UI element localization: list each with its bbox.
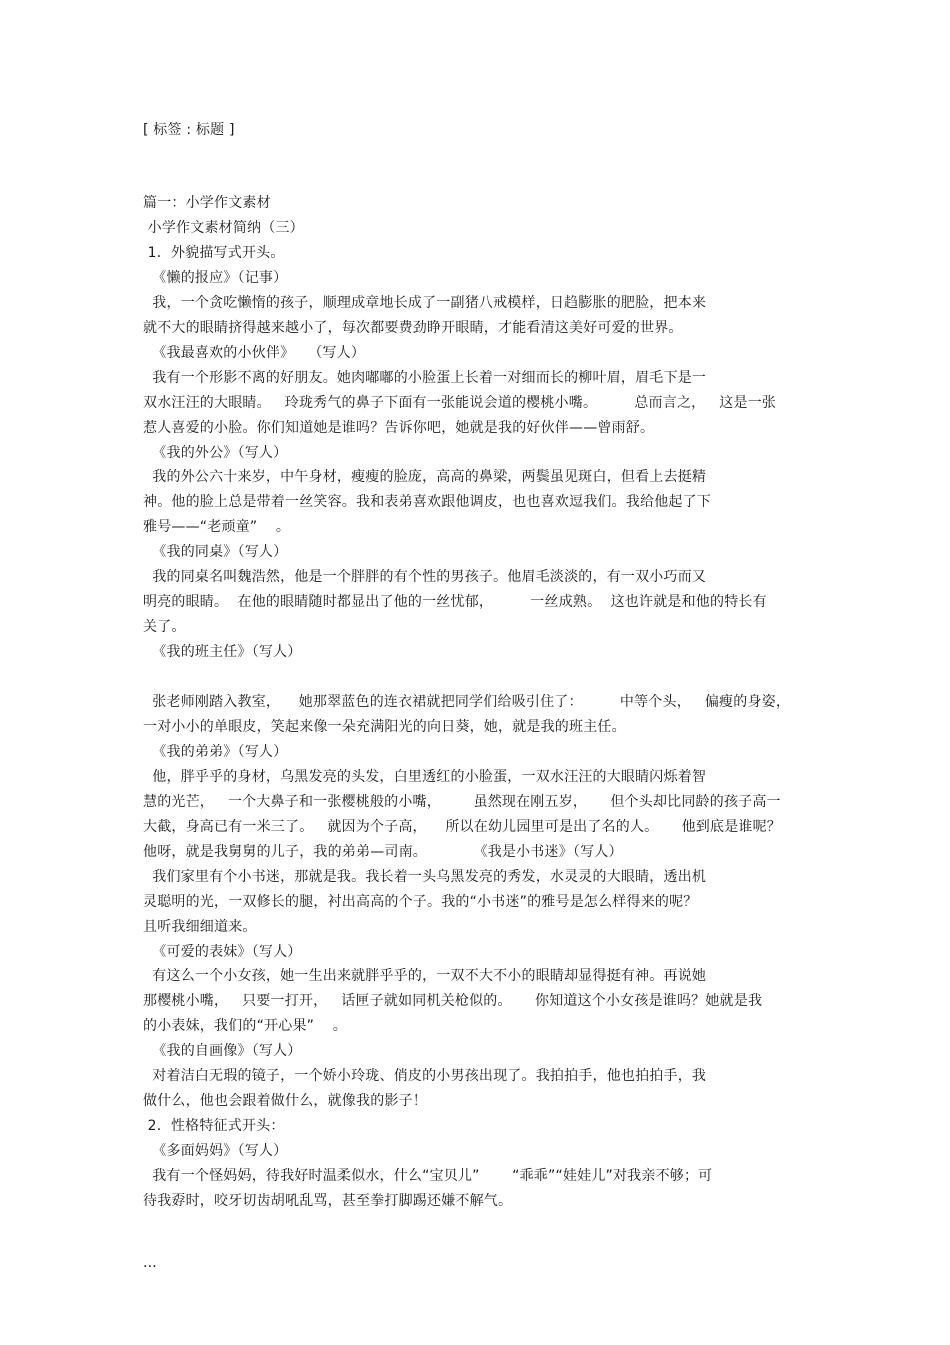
text-line: 《我的班主任》（写人）: [143, 644, 302, 660]
text-line: 有这么一个小女孩，她一生出来就胖乎乎的，一双不大不小的眼睛却显得挺有神。再说她: [143, 968, 707, 984]
text-line: 我有一个形影不离的好朋友。她肉嘟嘟的小脸蛋上长着一对细而长的柳叶眉，眉毛下是一: [143, 370, 707, 386]
text-line: 双水汪汪的大眼睛。 玲珑秀气的鼻子下面有一张能说会道的樱桃小嘴。 总而言之， 这是一张: [143, 395, 777, 411]
text-line: 大截，身高已有一米三了。 就因为个子高， 所以在幼儿园里可是出了名的人。 他到底是谁呢？: [143, 819, 781, 835]
text-line: 篇一：小学作文素材: [143, 195, 271, 211]
text-line: 我，一个贪吃懒惰的孩子，顺理成章地长成了一副猪八戒模样，日趋膨胀的肥脸，把本来: [143, 295, 707, 311]
text-line: 《可爱的表妹》（写人）: [143, 944, 302, 960]
text-line: 惹人喜爱的小脸。你们知道她是谁吗？告诉你吧，她就是我的好伙伴——曾雨舒。: [143, 420, 655, 436]
text-line: 《我的自画像》（写人）: [143, 1043, 302, 1059]
text-line: 明亮的眼睛。 在他的眼睛随时都显出了他的一丝忧郁， 一丝成熟。 这也许就是和他的特长有: [143, 594, 767, 610]
text-line: 2．性格特征式开头：: [143, 1118, 285, 1134]
text-line: 那樱桃小嘴， 只要一打开， 话匣子就如同机关枪似的。 你知道这个小女孩是谁吗？她就是我: [143, 993, 763, 1009]
text-line: 待我孬时，咬牙切齿胡吼乱骂，甚至拳打脚踢还嫌不解气。: [143, 1193, 513, 1209]
text-line: 他，胖乎乎的身材，乌黑发亮的头发，白里透红的小脸蛋，一双水汪汪的大眼睛闪烁着智: [143, 769, 707, 785]
text-line: 灵聪明的光，一双修长的腿，衬出高高的个子。我的“小书迷”的雅号是怎么样得来的呢？: [143, 894, 698, 910]
ellipsis: ...: [143, 1255, 157, 1271]
text-line: 我的外公六十来岁，中午身材，瘦瘦的脸庞，高高的鼻梁，两鬓虽见斑白，但看上去挺精: [143, 469, 707, 485]
text-line: 我们家里有个小书迷，那就是我。我长着一头乌黑发亮的秀发，水灵灵的大眼睛，透出机: [143, 869, 707, 885]
text-line: 的小表妹，我们的“开心果” 。: [143, 1018, 347, 1034]
text-line: 我有一个怪妈妈，待我好时温柔似水，什么“宝贝儿” “乖乖”“娃娃儿”对我亲不够；可: [143, 1168, 713, 1184]
text-line: 《多面妈妈》（写人）: [143, 1143, 288, 1159]
text-line: 我的同桌名叫魏浩然，他是一个胖胖的有个性的男孩子。他眉毛淡淡的，有一双小巧而又: [143, 569, 707, 585]
text-line: 对着洁白无瑕的镜子，一个娇小玲珑、俏皮的小男孩出现了。我拍拍手，他也拍拍手，我: [143, 1068, 707, 1084]
text-line: 关了。: [143, 619, 186, 635]
text-line: 《我的弟弟》（写人）: [143, 744, 288, 760]
text-line: 做什么，他也会跟着做什么，就像我的影子！: [143, 1093, 427, 1109]
text-line: 小学作文素材简纳（三）: [143, 220, 304, 236]
text-line: 神。他的脸上总是带着一丝笑容。我和表弟喜欢跟他调皮，也也喜欢逗我们。我给他起了下: [143, 494, 711, 510]
text-line: 《我最喜欢的小伙伴》 （写人）: [143, 345, 366, 361]
text-line: 就不大的眼睛挤得越来越小了，每次都要费劲睁开眼睛，才能看清这美好可爱的世界。: [143, 320, 683, 336]
text-line: 雅号——“老顽童” 。: [143, 519, 291, 535]
tag-line: [ 标签 : 标题 ]: [143, 122, 235, 138]
text-line: 《我的外公》（写人）: [143, 445, 288, 461]
text-line: 慧的光芒， 一个大鼻子和一张樱桃般的小嘴， 虽然现在刚五岁， 但个头却比同龄的孩子高一: [143, 794, 781, 810]
text-line: 1．外貌描写式开头。: [143, 245, 285, 261]
text-line: 张老师刚踏入教室， 她那翠蓝色的连衣裙就把同学们给吸引住了： 中等个头， 偏瘦的身姿，: [143, 694, 791, 710]
text-line: 《懒的报应》（记事）: [143, 270, 288, 286]
text-line: 且听我细细道来。: [143, 919, 257, 935]
text-line: 他呀，就是我舅舅的儿子，我的弟弟—司南。 《我是小书迷》（写人）: [143, 844, 623, 860]
text-line: 《我的同桌》（写人）: [143, 544, 288, 560]
text-line: 一对小小的单眼皮，笑起来像一朵充满阳光的向日葵，她，就是我的班主任。: [143, 719, 626, 735]
